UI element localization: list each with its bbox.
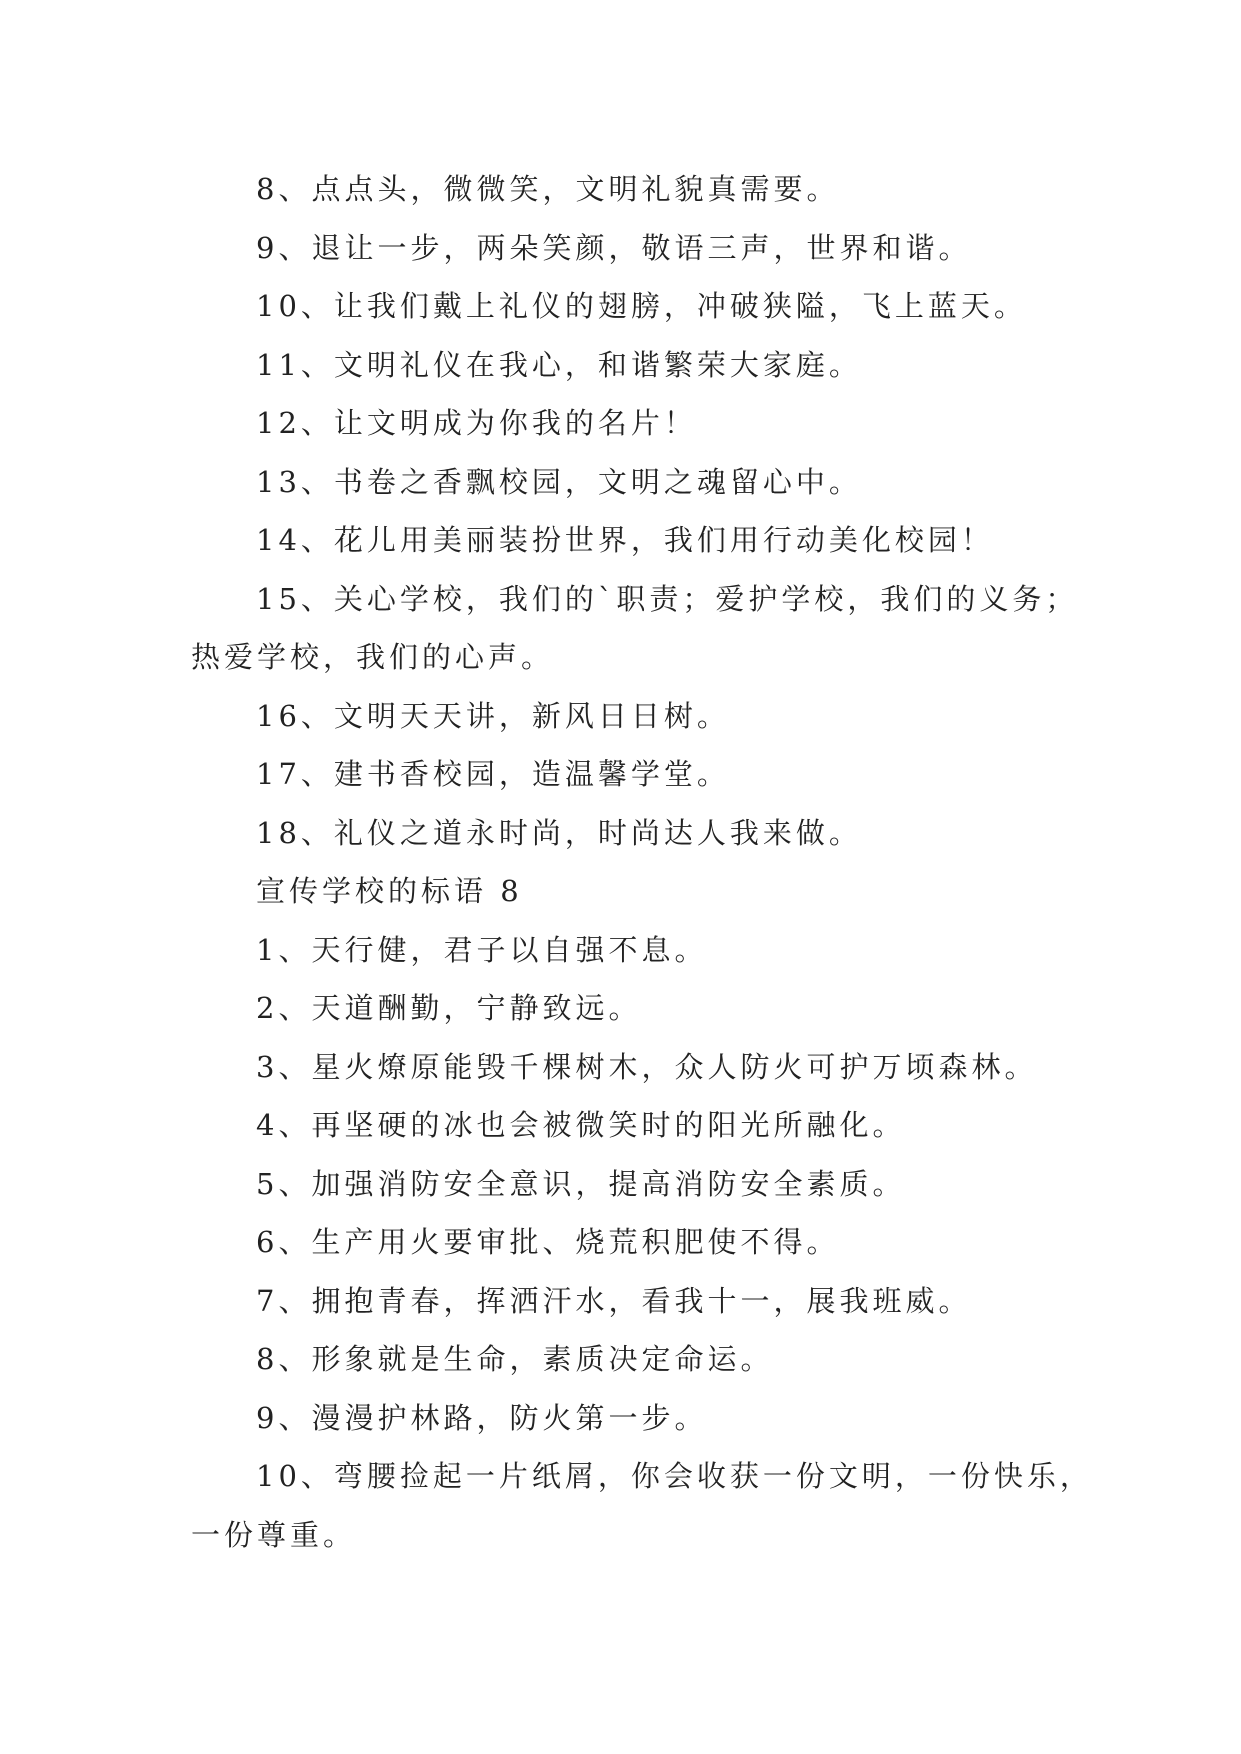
list-item-text: 7、拥抱青春，挥洒汗水，看我十一，展我班威。	[256, 1283, 972, 1318]
list-item	[191, 1272, 1091, 1331]
list-item	[191, 1389, 1091, 1448]
list-item-text: 8、点点头，微微笑，文明礼貌真需要。	[256, 172, 840, 206]
list-item-text: 6、生产用火要审批、烧荒积肥使不得。	[256, 1225, 840, 1259]
list-item-text: 17、建书香校园，造温馨学堂。	[256, 757, 730, 791]
list-item	[191, 687, 1091, 746]
list-item-text: 10、让我们戴上礼仪的翅膀，冲破狭隘，飞上蓝天。	[256, 289, 1027, 323]
list-item-text: 13、书卷之香飘校园，文明之魂留心中。	[256, 464, 862, 499]
list-item	[191, 1155, 1091, 1214]
list-item	[191, 1096, 1091, 1155]
list-item	[191, 1330, 1091, 1389]
list-item	[191, 394, 1091, 453]
list-item-text-continued: 一份尊重。	[191, 1517, 357, 1552]
list-item	[191, 160, 1091, 219]
list-item	[191, 921, 1091, 980]
list-item-text: 10、弯腰捡起一片纸屑，你会收获一份文明，一份快乐，	[256, 1459, 1093, 1493]
section-heading	[191, 862, 1091, 921]
list-item-text: 15、关心学校，我们的`职责；爱护学校，我们的义务；	[256, 581, 1079, 616]
list-item	[191, 570, 1091, 687]
list-item	[191, 1447, 1091, 1564]
list-item	[191, 511, 1091, 570]
list-item-text: 9、漫漫护林路，防火第一步。	[256, 1400, 708, 1435]
list-item	[191, 336, 1091, 395]
list-item-text-continued: 热爱学校，我们的心声。	[191, 640, 555, 674]
list-item-text: 3、星火燎原能毁千棵树木，众人防火可护万顷森林。	[256, 1049, 1038, 1084]
list-item	[191, 745, 1091, 804]
list-item-text: 12、让文明成为你我的名片！	[256, 406, 697, 440]
list-item-text: 1、天行健，君子以自强不息。	[256, 932, 708, 967]
list-item-text: 2、天道酬勤，宁静致远。	[256, 991, 642, 1025]
document-body	[191, 160, 1091, 1564]
list-item-text: 14、花儿用美丽装扮世界，我们用行动美化校园！	[256, 523, 994, 557]
list-item-text: 18、礼仪之道永时尚，时尚达人我来做。	[256, 815, 862, 850]
list-item	[191, 219, 1091, 278]
list-item	[191, 979, 1091, 1038]
list-item	[191, 804, 1091, 863]
list-item-text: 5、加强消防安全意识，提高消防安全素质。	[256, 1166, 906, 1201]
list-item	[191, 1038, 1091, 1097]
list-item-text: 11、文明礼仪在我心，和谐繁荣大家庭。	[256, 347, 862, 382]
list-item	[191, 277, 1091, 336]
list-item-text: 16、文明天天讲，新风日日树。	[256, 698, 730, 733]
list-item	[191, 1213, 1091, 1272]
section-heading-text: 宣传学校的标语 8	[256, 874, 523, 908]
list-item-text: 8、形象就是生命，素质决定命运。	[256, 1342, 774, 1376]
list-item-text: 9、退让一步，两朵笑颜，敬语三声，世界和谐。	[256, 230, 972, 265]
list-item-text: 4、再坚硬的冰也会被微笑时的阳光所融化。	[256, 1108, 906, 1142]
list-item	[191, 453, 1091, 512]
